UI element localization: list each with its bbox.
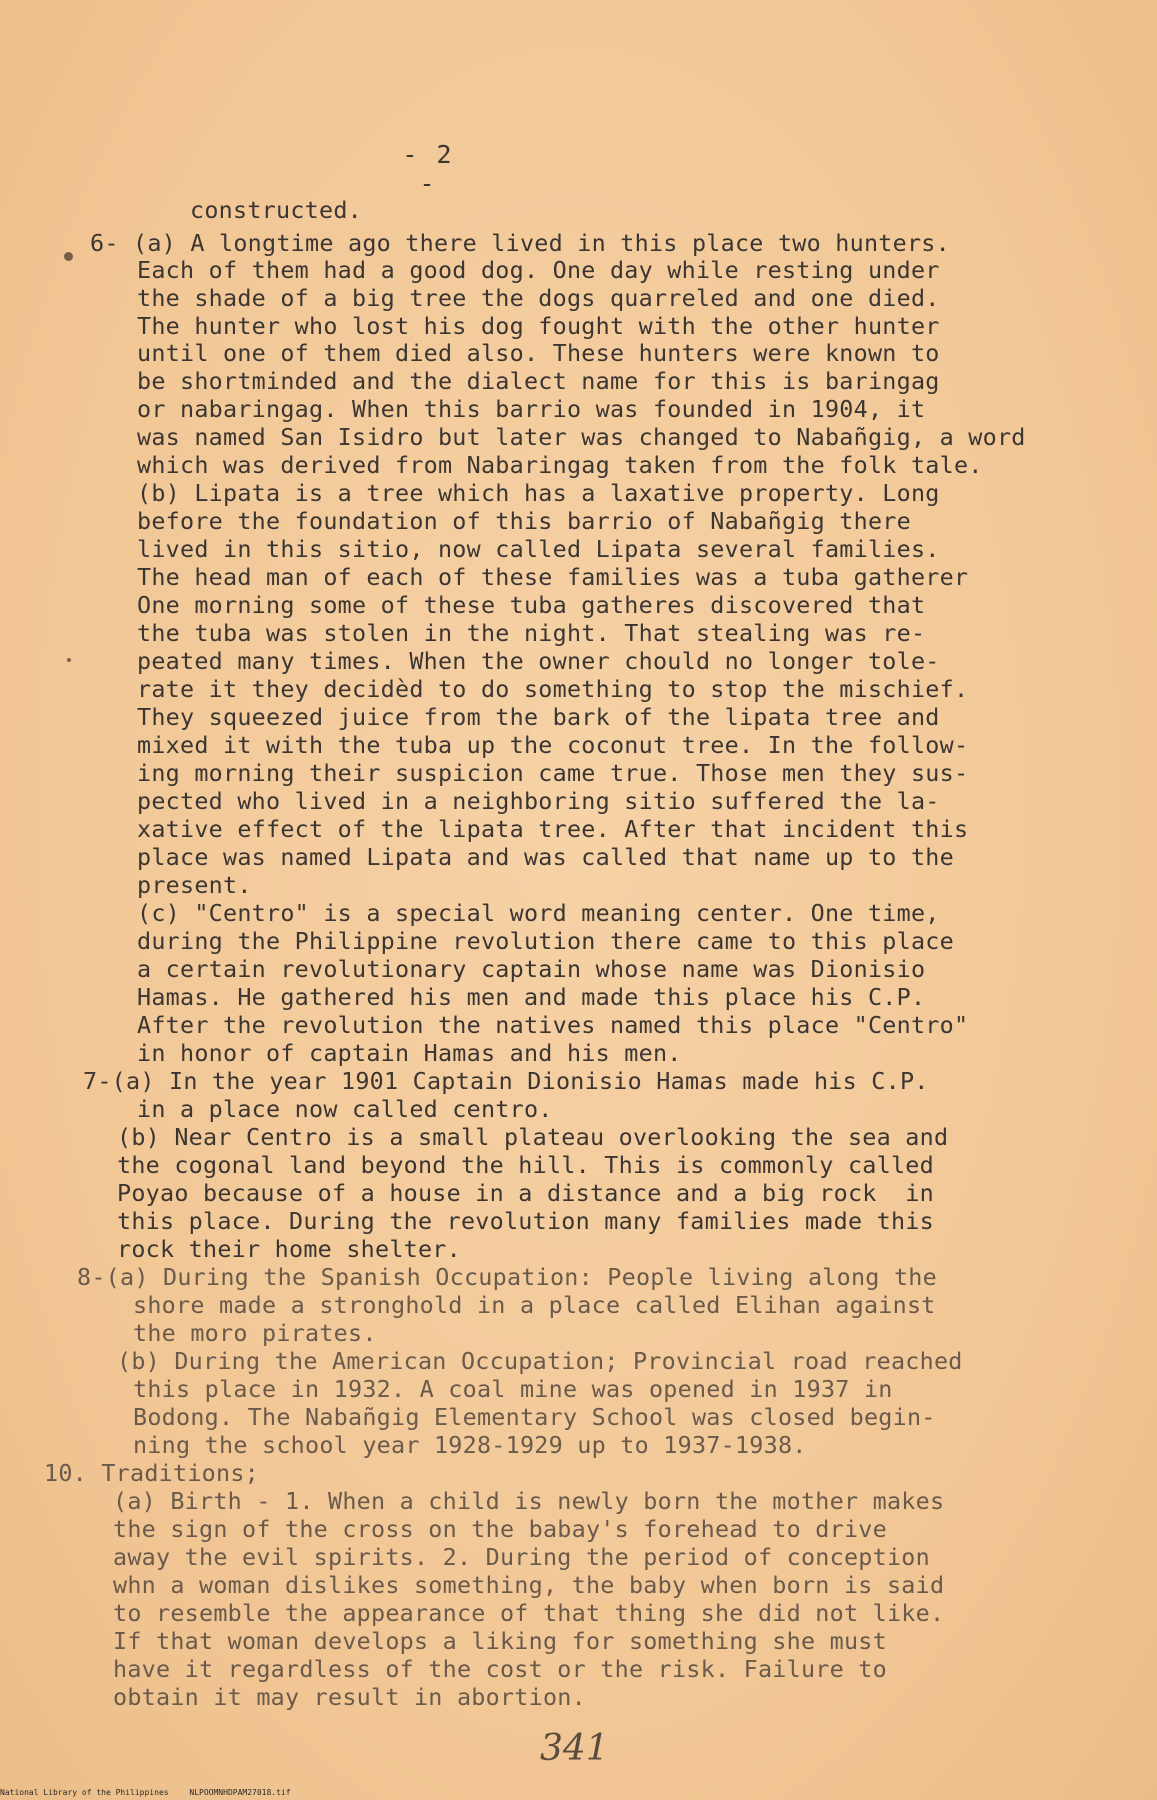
text-line: be shortminded and the dialect name for this is baringag — [137, 367, 940, 395]
text-line: rate it they decidèd to do something to stop the mischief. — [137, 675, 969, 703]
text-line: Each of them had a good dog. One day while resting under — [137, 256, 940, 284]
text-line: shore made a stronghold in a place called Elihan against — [133, 1291, 936, 1319]
text-line: the shade of a big tree the dogs quarreled and one died. — [137, 284, 940, 312]
text-line: 8-(a) During the Spanish Occupation: People living along the — [77, 1263, 937, 1291]
text-line: or nabaringag. When this barrio was founded in 1904, it — [137, 395, 926, 423]
text-line: in a place now called centro. — [137, 1095, 553, 1123]
text-line: xative effect of the lipata tree. After that incident this — [137, 815, 969, 843]
text-line: They squeezed juice from the bark of the lipata tree and — [137, 703, 940, 731]
ink-spot — [64, 252, 73, 261]
text-line: 10. Traditions; — [44, 1459, 259, 1487]
footer-filename: NLPOOMNHDPAM27018.tif — [189, 1788, 291, 1797]
text-line: (a) Birth - 1. When a child is newly born the mother makes — [113, 1487, 945, 1515]
text-line: mixed it with the tuba up the coconut tree. In the follow- — [137, 731, 969, 759]
scan-footer — [0, 1788, 307, 1797]
text-line: away the evil spirits. 2. During the period of conception — [113, 1543, 930, 1571]
handwritten-page-number: 341 — [540, 1728, 609, 1769]
text-line: One morning some of these tuba gatheres discovered that — [137, 591, 926, 619]
text-line: obtain it may result in abortion. — [113, 1683, 586, 1711]
text-line: (b) Lipata is a tree which has a laxative property. Long — [137, 479, 940, 507]
text-line: until one of them died also. These hunters were known to — [137, 339, 940, 367]
text-line: Poyao because of a house in a distance and a big rock in — [117, 1179, 934, 1207]
text-line: this place in 1932. A coal mine was opened in 1937 in — [133, 1375, 893, 1403]
text-line: ing morning their suspicion came true. Those men they sus- — [137, 759, 969, 787]
text-line: Bodong. The Nabañgig Elementary School was closed begin- — [133, 1403, 936, 1431]
text-line: before the foundation of this barrio of Nabañgig there — [137, 507, 911, 535]
text-line: the moro pirates. — [133, 1319, 377, 1347]
text-line: rock their home shelter. — [117, 1235, 461, 1263]
ink-spot — [67, 658, 71, 662]
text-line: (c) "Centro" is a special word meaning center. One time, — [137, 899, 940, 927]
text-line: The hunter who lost his dog fought with the other hunter — [137, 312, 940, 340]
text-line: 6- (a) A longtime ago there lived in this place two hunters. — [90, 229, 950, 257]
text-line: to resemble the appearance of that thing she did not like. — [113, 1599, 945, 1627]
text-line: If that woman develops a liking for something she must — [113, 1627, 887, 1655]
text-line: whn a woman dislikes something, the baby when born is said — [113, 1571, 945, 1599]
text-line: After the revolution the natives named this place "Centro" — [137, 1011, 969, 1039]
text-line: Hamas. He gathered his men and made this place his C.P. — [137, 983, 926, 1011]
text-line: during the Philippine revolution there came to this place — [137, 927, 954, 955]
text-line: lived in this sitio, now called Lipata several families. — [137, 535, 940, 563]
text-line: ning the school year 1928-1929 up to 1937-1938. — [133, 1431, 807, 1459]
text-line: present. — [137, 871, 252, 899]
text-line: which was derived from Nabaringag taken from the folk tale. — [137, 451, 983, 479]
text-line: (b) Near Centro is a small plateau overlooking the sea and — [117, 1123, 949, 1151]
text-line: in honor of captain Hamas and his men. — [137, 1039, 682, 1067]
text-line: the sign of the cross on the babay's forehead to drive — [113, 1515, 887, 1543]
text-line: The head man of each of these families was a tuba gatherer — [137, 563, 969, 591]
text-line: the tuba was stolen in the night. That stealing was re- — [137, 619, 926, 647]
footer-library: National Library of the Philippines — [0, 1788, 169, 1797]
page-number: - 2 - — [402, 140, 454, 198]
text-line: constructed. — [190, 196, 362, 224]
text-line: pected who lived in a neighboring sitio suffered the la- — [137, 787, 940, 815]
text-line: 7-(a) In the year 1901 Captain Dionisio Hamas made his C.P. — [83, 1067, 929, 1095]
text-line: place was named Lipata and was called that name up to the — [137, 843, 954, 871]
text-line: the cogonal land beyond the hill. This is commonly called — [117, 1151, 934, 1179]
text-line: (b) During the American Occupation; Provincial road reached — [117, 1347, 963, 1375]
text-line: peated many times. When the owner chould no longer tole- — [137, 647, 940, 675]
text-line: a certain revolutionary captain whose name was Dionisio — [137, 955, 926, 983]
text-line: this place. During the revolution many families made this — [117, 1207, 934, 1235]
text-line: was named San Isidro but later was changed to Nabañgig, a word — [137, 423, 1026, 451]
text-line: have it regardless of the cost or the risk. Failure to — [113, 1655, 887, 1683]
